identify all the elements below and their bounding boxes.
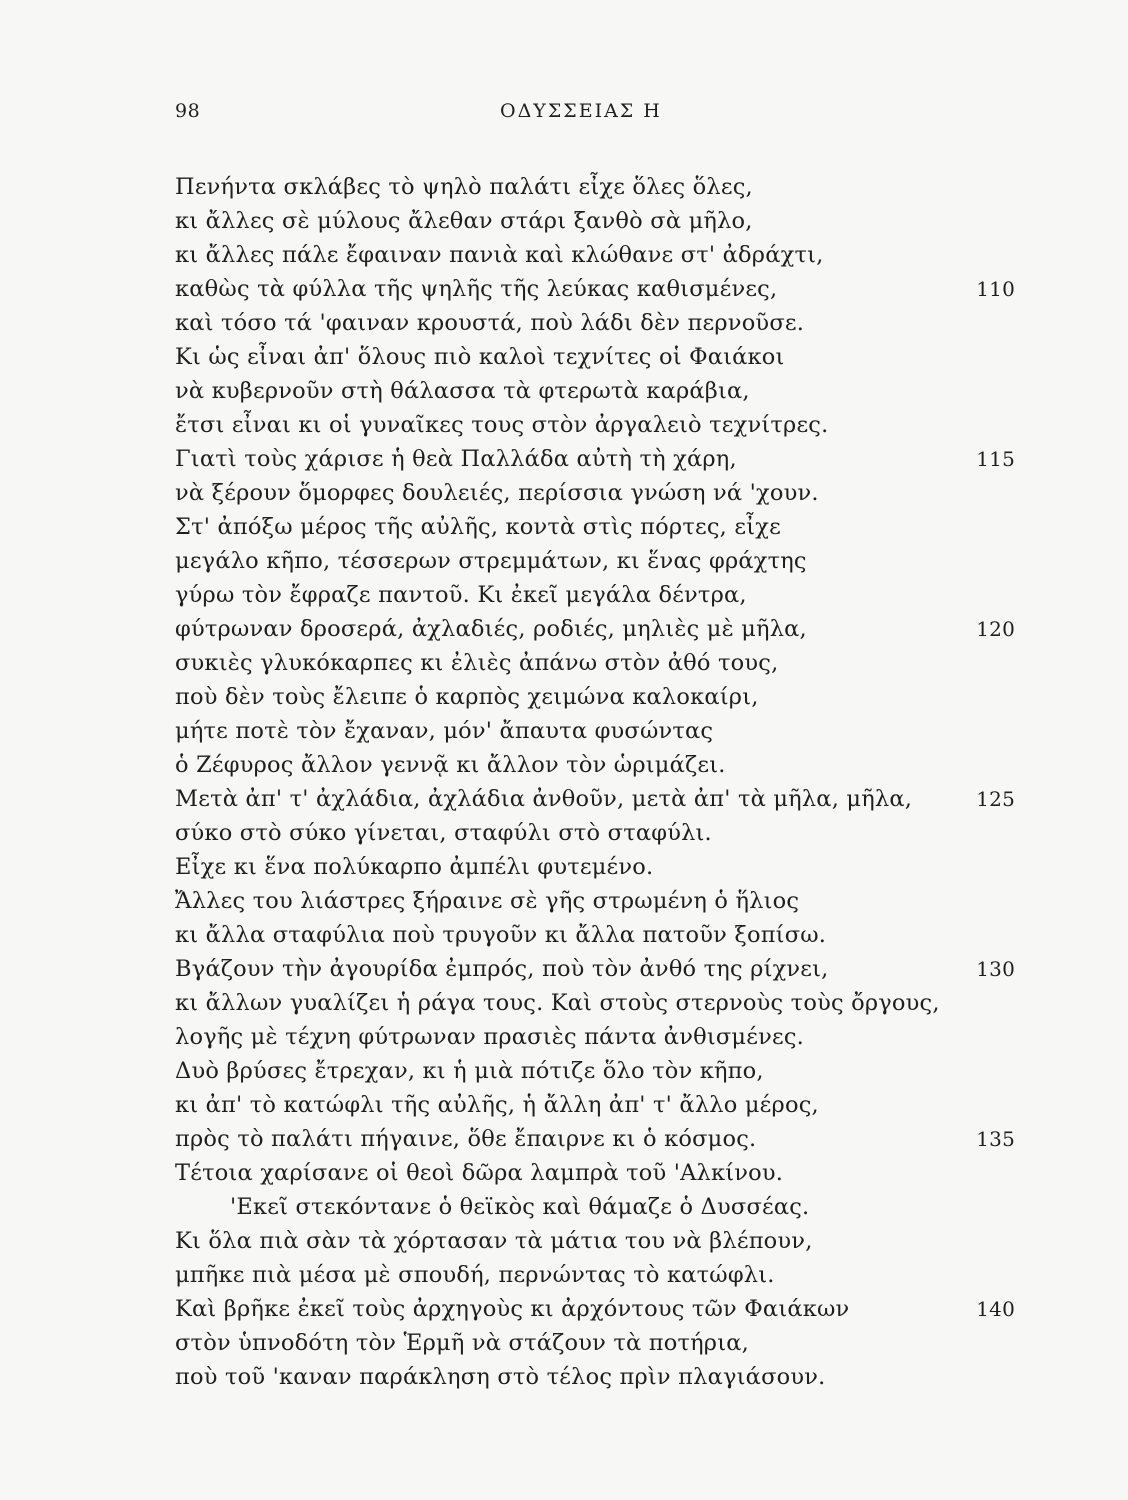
verse-line: [175, 884, 1015, 918]
verse-line: [175, 408, 1015, 442]
line-number: 130: [976, 957, 1015, 981]
verse-text: ἔτσι εἶναι κι οἱ γυναῖκες τους στὸν ἀργαλειὸ τεχνίτρες.: [175, 412, 829, 438]
line-number: 110: [976, 277, 1015, 301]
line-number: 135: [976, 1127, 1015, 1151]
verse-text: καθὼς τὰ φύλλα τῆς ψηλῆς τῆς λεύκας καθισμένες,: [175, 276, 778, 302]
verse-text: κι ἄλλων γυαλίζει ἡ ράγα τους. Καὶ στοὺς στερνοὺς τοὺς ὄργους,: [175, 990, 940, 1016]
verse-text: πρὸς τὸ παλάτι πήγαινε, ὅθε ἔπαιρνε κι ὁ κόσμος.: [175, 1126, 757, 1152]
verse-line: [175, 442, 1015, 476]
verse-text: Κι ὅλα πιὰ σὰν τὰ χόρτασαν τὰ μάτια του νὰ βλέπουν,: [175, 1228, 813, 1254]
verse-text: μεγάλο κῆπο, τέσσερων στρεμμάτων, κι ἕνας φράχτης: [175, 548, 807, 574]
verse-line: [175, 850, 1015, 884]
verse-text: κι ἄλλα σταφύλια ποὺ τρυγοῦν κι ἄλλα πατοῦν ξοπίσω.: [175, 922, 827, 948]
verse-line: [175, 816, 1015, 850]
verse-text: Δυὸ βρύσες ἔτρεχαν, κι ἡ μιὰ πότιζε ὅλο τὸν κῆπο,: [175, 1058, 764, 1084]
verse-line: [175, 1326, 1015, 1360]
verse-line: [175, 340, 1015, 374]
verse-line: [175, 986, 1015, 1020]
verse-text: ὁ Ζέφυρος ἄλλον γεννᾷ κι ἄλλον τὸν ὡριμάζει.: [175, 752, 726, 778]
verse-text: ποὺ δὲν τοὺς ἔλειπε ὁ καρπὸς χειμώνα καλοκαίρι,: [175, 684, 759, 710]
verse-line: [175, 714, 1015, 748]
verse-line: [175, 544, 1015, 578]
verse-line: [175, 578, 1015, 612]
verse-text: Τέτοια χαρίσανε οἱ θεοὶ δῶρα λαμπρὰ τοῦ 'Αλκίνου.: [175, 1160, 784, 1186]
verse-line: [175, 918, 1015, 952]
verse-text: κι ἀπ' τὸ κατώφλι τῆς αὐλῆς, ἡ ἄλλη ἀπ' τ' ἄλλο μέρος,: [175, 1092, 819, 1118]
verse-text: καὶ τόσο τά 'φαιναν κρουστά, ποὺ λάδι δὲν περνοῦσε.: [175, 310, 805, 336]
line-number: 125: [976, 787, 1015, 811]
verse-text: Κι ὡς εἶναι ἀπ' ὅλους πιὸ καλοὶ τεχνίτες οἱ Φαιάκοι: [175, 344, 785, 370]
verse-text: Ἄλλες του λιάστρες ξήραινε σὲ γῆς στρωμένη ὁ ἥλιος: [175, 888, 800, 914]
verse-text: Μετὰ ἀπ' τ' ἀχλάδια, ἀχλάδια ἀνθοῦν, μετὰ ἀπ' τὰ μῆλα, μῆλα,: [175, 786, 913, 812]
verse-text: 'Εκεῖ στεκόντανε ὁ θεϊκὸς καὶ θάμαζε ὁ Δυσσέας.: [230, 1194, 810, 1220]
verse-line: [175, 1020, 1015, 1054]
verse-text: μήτε ποτὲ τὸν ἔχαναν, μόν' ἄπαυτα φυσώντας: [175, 718, 714, 744]
page-number: 98: [175, 100, 201, 122]
verse-line: [175, 782, 1015, 816]
verse-line: [175, 238, 1015, 272]
running-title: ΟΔΥΣΣΕΙΑΣ Η: [500, 100, 662, 122]
verse-text: νὰ ξέρουν ὅμορφες δουλειές, περίσσια γνώση νά 'χουν.: [175, 480, 819, 506]
verse-line: [175, 476, 1015, 510]
line-number: 120: [976, 617, 1015, 641]
line-number: 115: [976, 447, 1015, 471]
verse-line: [175, 1054, 1015, 1088]
verse-line: [175, 204, 1015, 238]
verse-line: [175, 1224, 1015, 1258]
verse-text: κι ἄλλες πάλε ἔφαιναν πανιὰ καὶ κλώθανε στ' ἀδράχτι,: [175, 242, 824, 268]
verse-line: [175, 510, 1015, 544]
verse-text: λογῆς μὲ τέχνη φύτρωναν πρασιὲς πάντα ἀνθισμένες.: [175, 1024, 804, 1050]
verse-text: ποὺ τοῦ 'καναν παράκληση στὸ τέλος πρὶν πλαγιάσουν.: [175, 1364, 826, 1390]
verse-line: [175, 680, 1015, 714]
verse-text: στὸν ὑπνοδότη τὸν Ἑρμῆ νὰ στάζουν τὰ ποτήρια,: [175, 1330, 750, 1356]
verse-text: νὰ κυβερνοῦν στὴ θάλασσα τὰ φτερωτὰ καράβια,: [175, 378, 750, 404]
verse-line: [175, 374, 1015, 408]
verse-line: [175, 1156, 1015, 1190]
verse-text: φύτρωναν δροσερά, ἀχλαδιές, ροδιές, μηλιὲς μὲ μῆλα,: [175, 616, 807, 642]
verse-text: Βγάζουν τὴν ἀγουρίδα ἐμπρός, ποὺ τὸν ἀνθό της ρίχνει,: [175, 956, 829, 982]
verse-line: [175, 952, 1015, 986]
verse-text: Εἶχε κι ἕνα πολύκαρπο ἀμπέλι φυτεμένο.: [175, 854, 654, 880]
verse-text: συκιὲς γλυκόκαρπες κι ἐλιὲς ἀπάνω στὸν ἀθό τους,: [175, 650, 779, 676]
verse-line: [175, 646, 1015, 680]
verse-line: [175, 272, 1015, 306]
verse-text: Καὶ βρῆκε ἐκεῖ τοὺς ἀρχηγοὺς κι ἀρχόντους τῶν Φαιάκων: [175, 1296, 850, 1322]
verse-text: γύρω τὸν ἔφραζε παντοῦ. Κι ἐκεῖ μεγάλα δέντρα,: [175, 582, 747, 608]
verse-text: Πενήντα σκλάβες τὸ ψηλὸ παλάτι εἶχε ὅλες ὅλες,: [175, 174, 753, 200]
verse-line: [175, 306, 1015, 340]
verse-line: [175, 1122, 1015, 1156]
verse-line: [175, 612, 1015, 646]
verse-line: [175, 1190, 1015, 1224]
verse-text: Γιατὶ τοὺς χάρισε ἡ θεὰ Παλλάδα αὐτὴ τὴ χάρη,: [175, 446, 737, 472]
verse-line: [175, 1088, 1015, 1122]
verse-text: Στ' ἀπόξω μέρος τῆς αὐλῆς, κοντὰ στὶς πόρτες, εἶχε: [175, 514, 781, 540]
verse-line: [175, 1360, 1015, 1394]
verse-line: [175, 1258, 1015, 1292]
verse-block: [175, 170, 1015, 1394]
verse-line: [175, 1292, 1015, 1326]
verse-text: κι ἄλλες σὲ μύλους ἄλεθαν στάρι ξανθὸ σὰ μῆλο,: [175, 208, 753, 234]
verse-line: [175, 170, 1015, 204]
verse-text: μπῆκε πιὰ μέσα μὲ σπουδή, περνώντας τὸ κατώφλι.: [175, 1262, 775, 1288]
verse-text: σύκο στὸ σύκο γίνεται, σταφύλι στὸ σταφύλι.: [175, 820, 712, 846]
line-number: 140: [976, 1297, 1015, 1321]
verse-line: [175, 748, 1015, 782]
